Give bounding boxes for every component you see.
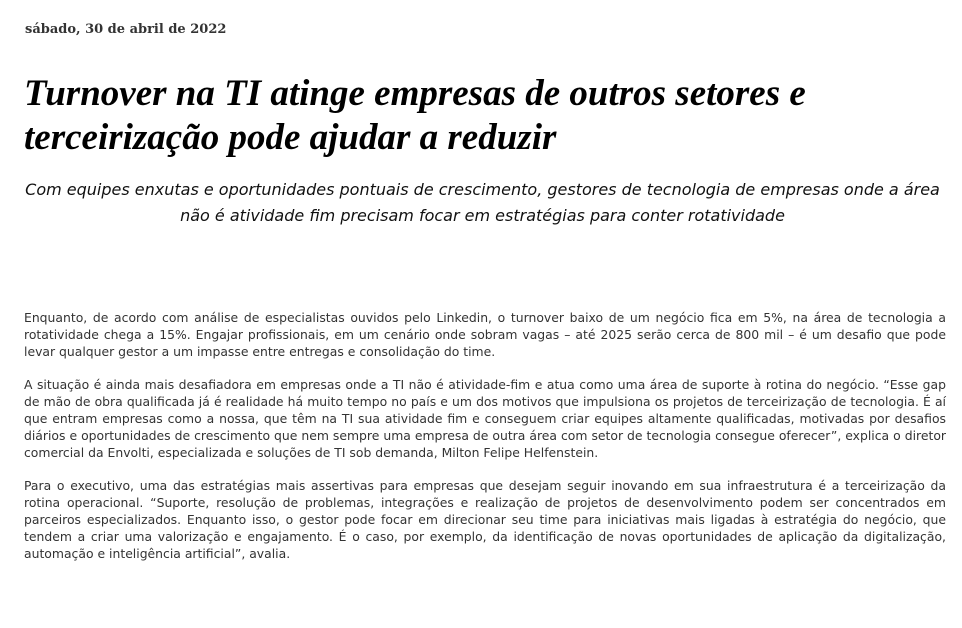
article-paragraph: Enquanto, de acordo com análise de especialistas ouvidos pelo Linkedin, o turnover baixo de um negócio fica em 5%, na área de tecnologia a rotatividade chega a 15%. Engajar profissionais, em um cenário onde sobram vagas – até 2025 serão cerca de 800 mil – é um desafio que pode levar qualquer gestor a um impasse entre entregas e consolidação do time. (24, 310, 946, 359)
article-title: Turnover na TI atinge empresas de outros setores e terceirização pode ajudar a reduzir (24, 73, 806, 158)
article-paragraph: A situação é ainda mais desafiadora em empresas onde a TI não é atividade-fim e atua como uma área de suporte à rotina do negócio. “Esse gap de mão de obra qualificada já é realidade há muito tempo no país e um dos motivos que impulsiona os projetos de terceirização de tecnologia. É aí que entram empresas como a nossa, que têm na TI sua atividade fim e conseguem criar equipes altamente qualificadas, motivadas por desafios diários e oportunidades de crescimento que nem sempre uma empresa de outra área com setor de tecnologia consegue oferecer”, explica o diretor comercial da Envolti, especializada e soluções de TI sob demanda, Milton Felipe Helfenstein. (24, 377, 946, 460)
article-subtitle: Com equipes enxutas e oportunidades pontuais de crescimento, gestores de tecnologia de empresas onde a área não é atividade fim precisam focar em estratégias para conter rotatividade (25, 180, 940, 225)
post-date: sábado, 30 de abril de 2022 (25, 22, 227, 37)
article-paragraph: Para o executivo, uma das estratégias mais assertivas para empresas que desejam seguir inovando em sua infraestrutura é a terceirização da rotina operacional. “Suporte, resolução de problemas, integrações e realização de projetos de desenvolvimento podem ser concentrados em parceiros especializados. Enquanto isso, o gestor pode focar em direcionar seu time para iniciativas mais ligadas à estratégia do negócio, que tendem a criar uma valorização e engajamento. É o caso, por exemplo, da identificação de novas oportunidades de aplicação da digitalização, automação e inteligência artificial”, avalia. (24, 478, 946, 561)
article-body (24, 309, 946, 578)
